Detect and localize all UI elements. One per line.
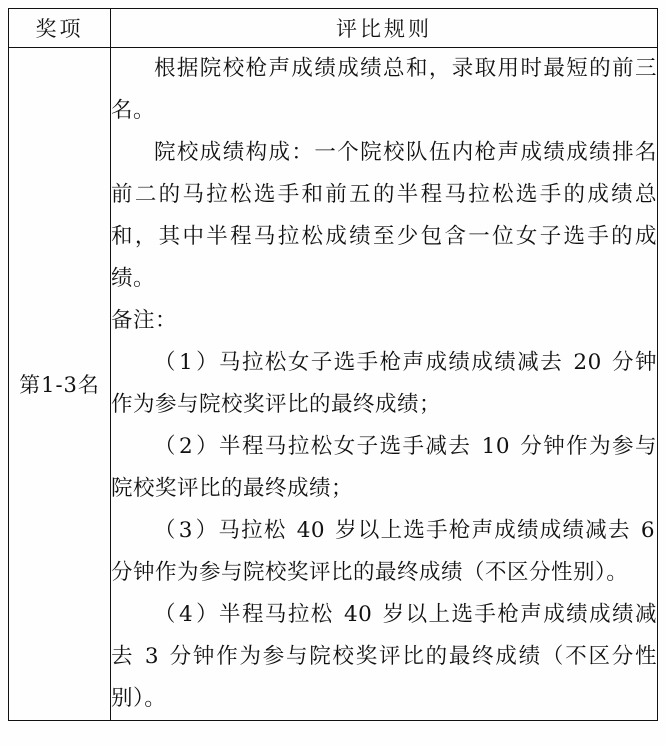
- award-rank-label: 第1-3名: [9, 48, 111, 721]
- rules-paragraph-list: [111, 48, 657, 720]
- award-rules-table: [8, 8, 658, 721]
- column-header-rules: 评比规则: [111, 9, 658, 48]
- rules-paragraph-note-4: （4）半程马拉松 40 岁以上选手枪声成绩成绩减去 3 分钟作为参与院校奖评比的最终成绩（不区分性别）。: [111, 602, 657, 711]
- rules-paragraph-notes-label: 备注：: [111, 308, 178, 333]
- column-header-award: 奖项: [9, 9, 111, 48]
- table-row: [9, 48, 658, 721]
- rules-paragraph-note-2: （2）半程马拉松女子选手减去 10 分钟作为参与院校奖评比的最终成绩；: [111, 434, 657, 501]
- rules-paragraph-note-3: （3）马拉松 40 岁以上选手枪声成绩成绩减去 6 分钟作为参与院校奖评比的最终成绩（不区分性别）。: [111, 518, 655, 585]
- rules-content-cell: [111, 48, 658, 721]
- rules-paragraph-intro-ranking: 根据院校枪声成绩成绩总和，录取用时最短的前三名。: [111, 56, 657, 123]
- table-header-row: [9, 9, 658, 48]
- rules-paragraph-intro-composition: 院校成绩构成：一个院校队伍内枪声成绩成绩排名前二的马拉松选手和前五的半程马拉松选手的成绩总和，其中半程马拉松成绩至少包含一位女子选手的成绩。: [111, 140, 657, 291]
- rules-paragraph-note-1: （1）马拉松女子选手枪声成绩成绩减去 20 分钟作为参与院校奖评比的最终成绩；: [111, 350, 657, 417]
